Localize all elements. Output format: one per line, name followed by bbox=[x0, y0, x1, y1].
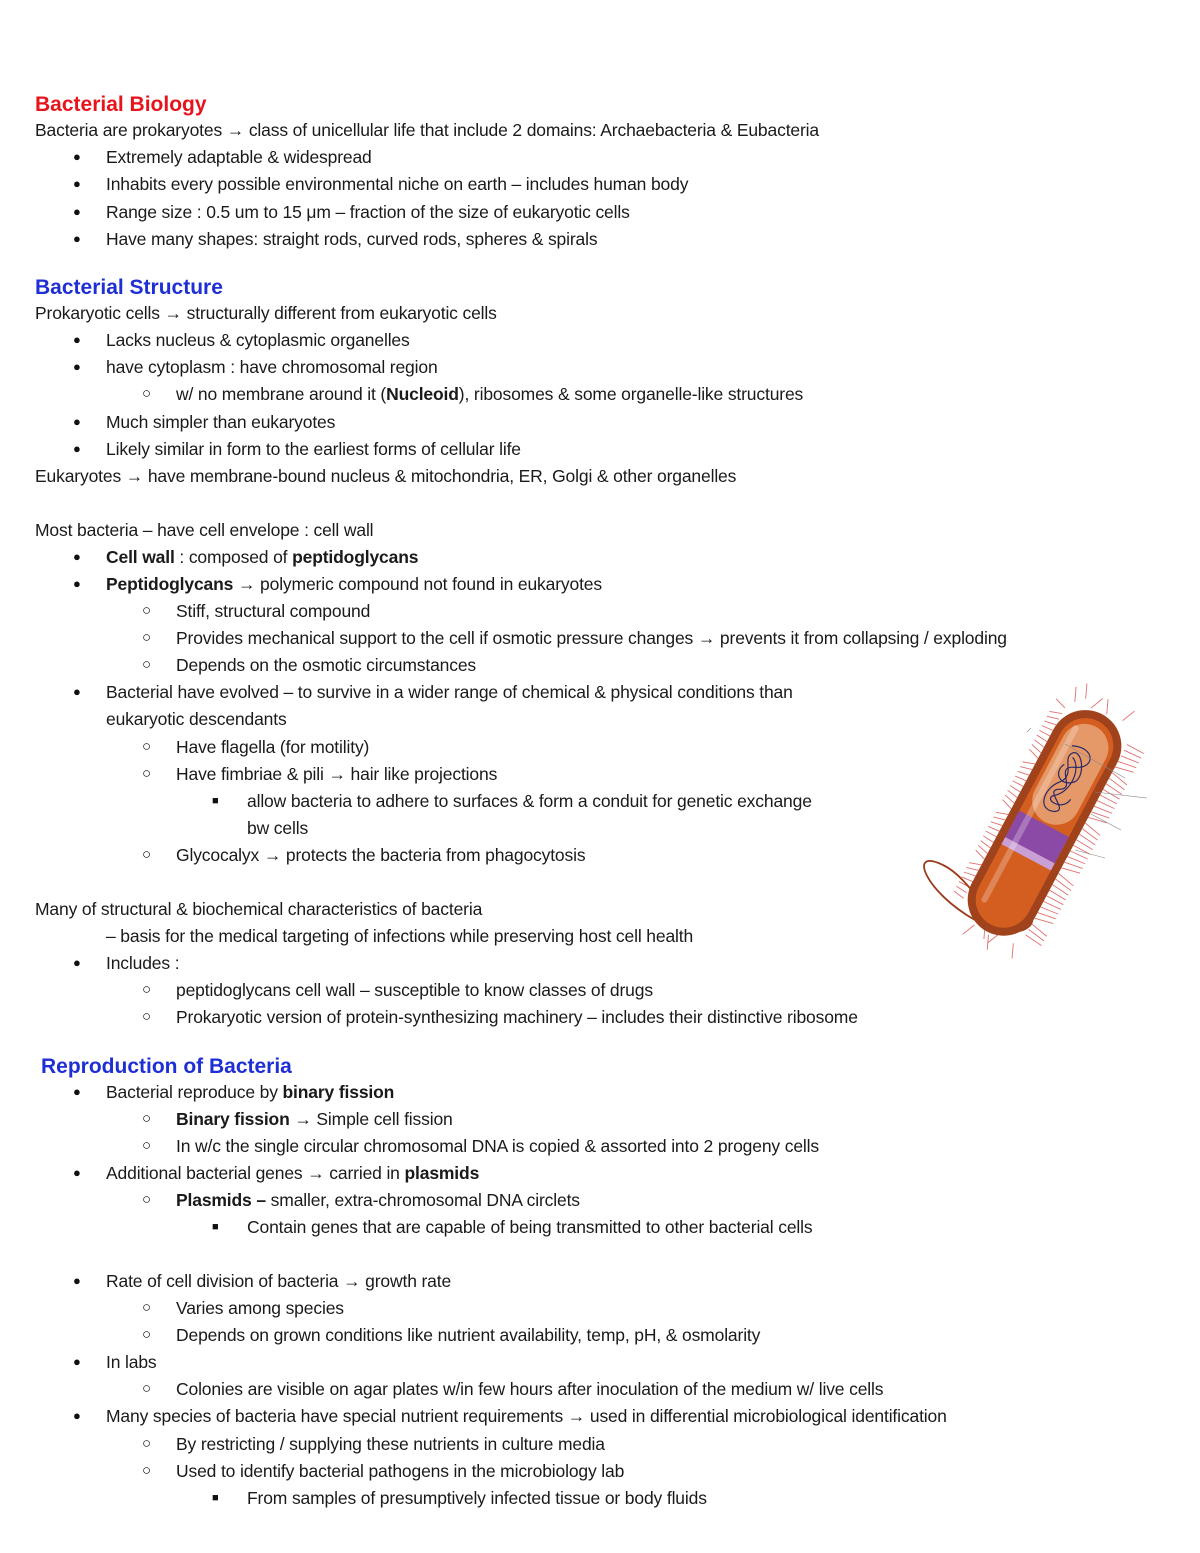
hollow-bullet-icon: ○ bbox=[142, 1191, 152, 1208]
list-item: have cytoplasm : have chromosomal region bbox=[106, 357, 438, 377]
list-item: Likely similar in form to the earliest forms of cellular life bbox=[106, 439, 521, 459]
pilus bbox=[1097, 801, 1114, 809]
list-item: Have flagella (for motility) bbox=[176, 737, 370, 757]
eukaryotes-line: Eukaryotes → have membrane-bound nucleus & mitochondria, ER, Golgi & other organelles bbox=[35, 466, 737, 486]
pilus bbox=[1003, 800, 1012, 809]
hollow-bullet-icon: ○ bbox=[142, 765, 152, 782]
bullet-icon: ● bbox=[73, 1165, 81, 1180]
pilus bbox=[1109, 778, 1124, 790]
pilus bbox=[986, 831, 997, 837]
hollow-bullet-icon: ○ bbox=[142, 1110, 152, 1127]
pilus bbox=[1123, 711, 1135, 721]
pilus bbox=[993, 817, 1005, 820]
list-item: Depends on grown conditions like nutrient availability, temp, pH, & osmolarity bbox=[176, 1325, 761, 1345]
pilus bbox=[1042, 726, 1053, 731]
hollow-bullet-icon: ○ bbox=[142, 1008, 152, 1025]
hollow-bullet-icon: ○ bbox=[142, 1435, 152, 1452]
list-item: Varies among species bbox=[176, 1298, 344, 1318]
pilus bbox=[987, 935, 988, 950]
bullet-icon: ● bbox=[73, 149, 81, 164]
list-item: Rate of cell division of bacteria → growth rate bbox=[106, 1271, 452, 1291]
pilus bbox=[1047, 716, 1059, 719]
list-item: Range size : 0.5 um to 15 μm – fraction of the size of eukaryotic cells bbox=[106, 202, 630, 222]
list-item: Much simpler than eukaryotes bbox=[106, 412, 336, 432]
list-item: Extremely adaptable & widespread bbox=[106, 147, 372, 167]
bacterial-cell-diagram bbox=[915, 682, 1173, 960]
list-item: Used to identify bacterial pathogens in the microbiology lab bbox=[176, 1461, 625, 1481]
list-item: Peptidoglycans → polymeric compound not found in eukaryotes bbox=[106, 574, 602, 594]
pilus bbox=[1056, 699, 1065, 708]
list-item: Provides mechanical support to the cell if osmotic pressure changes → prevents it from collapsing / exploding bbox=[176, 628, 1007, 648]
list-item: Have fimbriae & pili → hair like projections bbox=[176, 764, 498, 784]
hollow-bullet-icon: ○ bbox=[142, 629, 152, 646]
pilus bbox=[966, 867, 978, 870]
bullet-icon: ● bbox=[73, 359, 81, 374]
list-item: Inhabits every possible environmental niche on earth – includes human body bbox=[106, 174, 689, 194]
pilus bbox=[1034, 740, 1044, 747]
pilus bbox=[1094, 806, 1112, 813]
list-item-continuation: eukaryotic descendants bbox=[106, 709, 287, 729]
pilus bbox=[1112, 773, 1127, 785]
pilus bbox=[1013, 781, 1024, 787]
hollow-bullet-icon: ○ bbox=[142, 738, 152, 755]
heading-reproduction: Reproduction of Bacteria bbox=[41, 1055, 292, 1078]
pilus bbox=[1015, 776, 1026, 781]
pilus bbox=[988, 826, 999, 831]
bullet-icon: ● bbox=[73, 414, 81, 429]
pilus bbox=[1049, 711, 1061, 713]
pilus bbox=[1055, 879, 1070, 891]
list-item: Plasmids – smaller, extra-chromosomal DNA circlets bbox=[176, 1190, 580, 1210]
square-bullet-icon: ■ bbox=[212, 1492, 219, 1504]
many-dash-line: – basis for the medical targeting of infections while preserving host cell health bbox=[106, 926, 694, 946]
pilus bbox=[996, 812, 1008, 814]
pilus bbox=[1023, 762, 1035, 764]
pilus bbox=[1044, 901, 1061, 909]
bullet-icon: ● bbox=[73, 231, 81, 246]
pilus bbox=[1121, 756, 1139, 763]
bullet-icon: ● bbox=[73, 1084, 81, 1099]
hollow-bullet-icon: ○ bbox=[142, 385, 152, 402]
pilus bbox=[1091, 812, 1109, 818]
list-item: Glycocalyx → protects the bacteria from phagocytosis bbox=[176, 845, 586, 865]
bullet-icon: ● bbox=[73, 441, 81, 456]
list-item: By restricting / supplying these nutrients in culture media bbox=[176, 1434, 605, 1454]
pilus bbox=[1012, 943, 1013, 958]
hollow-bullet-icon: ○ bbox=[142, 1380, 152, 1397]
pilus bbox=[978, 845, 987, 853]
pilus bbox=[969, 863, 981, 865]
heading-bacterial-biology: Bacterial Biology bbox=[35, 93, 207, 116]
pilus bbox=[1124, 750, 1141, 758]
pilus bbox=[1026, 935, 1042, 946]
pilus bbox=[1082, 829, 1097, 841]
list-item: Binary fission → Simple cell fission bbox=[176, 1109, 453, 1129]
hollow-bullet-icon: ○ bbox=[142, 981, 152, 998]
bullet-icon: ● bbox=[73, 332, 81, 347]
pilus bbox=[981, 841, 991, 848]
structure-intro: Prokaryotic cells → structurally different from eukaryotic cells bbox=[35, 303, 497, 323]
pilus bbox=[1088, 817, 1107, 822]
list-item: Colonies are visible on agar plates w/in few hours after inoculation of the medium w/ live cells bbox=[176, 1379, 884, 1399]
list-item: w/ no membrane around it (Nucleoid), ribosomes & some organelle-like structures bbox=[176, 384, 804, 404]
pilus bbox=[1032, 924, 1047, 936]
square-bullet-icon: ■ bbox=[212, 1221, 219, 1233]
pilus bbox=[1118, 761, 1136, 767]
pilus bbox=[1107, 699, 1108, 714]
list-item: Lacks nucleus & cytoplasmic organelles bbox=[106, 330, 410, 350]
bullet-icon: ● bbox=[73, 576, 81, 591]
pilus bbox=[1115, 767, 1134, 772]
list-item: In w/c the single circular chromosomal DNA is copied & assorted into 2 progeny cells bbox=[176, 1136, 819, 1156]
hollow-bullet-icon: ○ bbox=[142, 1462, 152, 1479]
pilus bbox=[1020, 767, 1032, 770]
pilus bbox=[1127, 745, 1144, 754]
list-item: Bacterial reproduce by binary fission bbox=[106, 1082, 395, 1102]
bullet-icon: ● bbox=[73, 955, 81, 970]
bullet-icon: ● bbox=[73, 1354, 81, 1369]
pilus bbox=[1058, 873, 1073, 885]
list-item: Includes : bbox=[106, 953, 180, 973]
pilus bbox=[964, 872, 976, 876]
list-item: Additional bacterial genes → carried in plasmids bbox=[106, 1163, 480, 1183]
bullet-icon: ● bbox=[73, 1408, 81, 1423]
pilus bbox=[1018, 771, 1030, 775]
list-item: Bacterial have evolved – to survive in a wider range of chemical & physical conditions than bbox=[106, 682, 793, 702]
pilus bbox=[991, 822, 1003, 826]
pilus bbox=[956, 886, 966, 893]
bullet-icon: ● bbox=[73, 684, 81, 699]
bullet-icon: ● bbox=[73, 204, 81, 219]
bullet-icon: ● bbox=[73, 549, 81, 564]
list-item: Cell wall : composed of peptidoglycans bbox=[106, 547, 419, 567]
list-item: peptidoglycans cell wall – susceptible to know classes of drugs bbox=[176, 980, 653, 1000]
list-item: In labs bbox=[106, 1352, 157, 1372]
pilus bbox=[1039, 730, 1050, 736]
pilus bbox=[1070, 851, 1087, 859]
hollow-bullet-icon: ○ bbox=[142, 846, 152, 863]
hollow-bullet-icon: ○ bbox=[142, 1137, 152, 1154]
pilus bbox=[1061, 868, 1080, 873]
pilus bbox=[1032, 744, 1041, 752]
pilus bbox=[1067, 857, 1085, 864]
pilus bbox=[1005, 795, 1014, 803]
pilus bbox=[963, 925, 975, 935]
list-item: Stiff, structural compound bbox=[176, 601, 371, 621]
bullet-icon: ● bbox=[73, 176, 81, 191]
heading-bacterial-structure: Bacterial Structure bbox=[35, 276, 223, 299]
pilus bbox=[1085, 823, 1100, 835]
list-item: From samples of presumptively infected tissue or body fluids bbox=[247, 1488, 707, 1508]
list-item: Many species of bacteria have special nutrient requirements → used in differential microbiological identification bbox=[106, 1406, 947, 1426]
hollow-bullet-icon: ○ bbox=[142, 656, 152, 673]
pilus bbox=[954, 891, 964, 898]
pilus bbox=[1037, 735, 1047, 742]
list-item: allow bacteria to adhere to surfaces & form a conduit for genetic exchange bbox=[247, 791, 812, 811]
bullet-icon: ● bbox=[73, 1273, 81, 1288]
pilus bbox=[1044, 721, 1056, 725]
pilus bbox=[1035, 918, 1054, 923]
pilus bbox=[983, 836, 993, 843]
many-intro: Many of structural & biochemical characteristics of bacteria bbox=[35, 899, 483, 919]
list-item-continuation: bw cells bbox=[247, 818, 309, 838]
pilus bbox=[1075, 687, 1076, 702]
pilus bbox=[1010, 785, 1020, 792]
list-item: Prokaryotic version of protein-synthesizing machinery – includes their distinctive ribosome bbox=[176, 1007, 858, 1027]
square-bullet-icon: ■ bbox=[212, 795, 219, 807]
pilus bbox=[1038, 913, 1056, 919]
hollow-bullet-icon: ○ bbox=[142, 1299, 152, 1316]
pilus bbox=[1008, 790, 1018, 797]
pilus bbox=[976, 850, 985, 859]
pilus bbox=[1029, 929, 1044, 941]
pilus bbox=[1064, 862, 1082, 868]
list-item: Depends on the osmotic circumstances bbox=[176, 655, 477, 675]
pilus bbox=[1091, 699, 1103, 709]
list-item: Have many shapes: straight rods, curved rods, spheres & spirals bbox=[106, 229, 598, 249]
pilus bbox=[1086, 683, 1087, 698]
pilus bbox=[1029, 749, 1038, 758]
biology-intro: Bacteria are prokaryotes → class of unicellular life that include 2 domains: Archaebacteria & Eubacteria bbox=[35, 120, 819, 140]
pilus bbox=[1041, 907, 1059, 914]
envelope-intro: Most bacteria – have cell envelope : cell wall bbox=[35, 520, 374, 540]
hollow-bullet-icon: ○ bbox=[142, 1326, 152, 1343]
hollow-bullet-icon: ○ bbox=[142, 602, 152, 619]
list-item: Contain genes that are capable of being transmitted to other bacterial cells bbox=[247, 1217, 813, 1237]
